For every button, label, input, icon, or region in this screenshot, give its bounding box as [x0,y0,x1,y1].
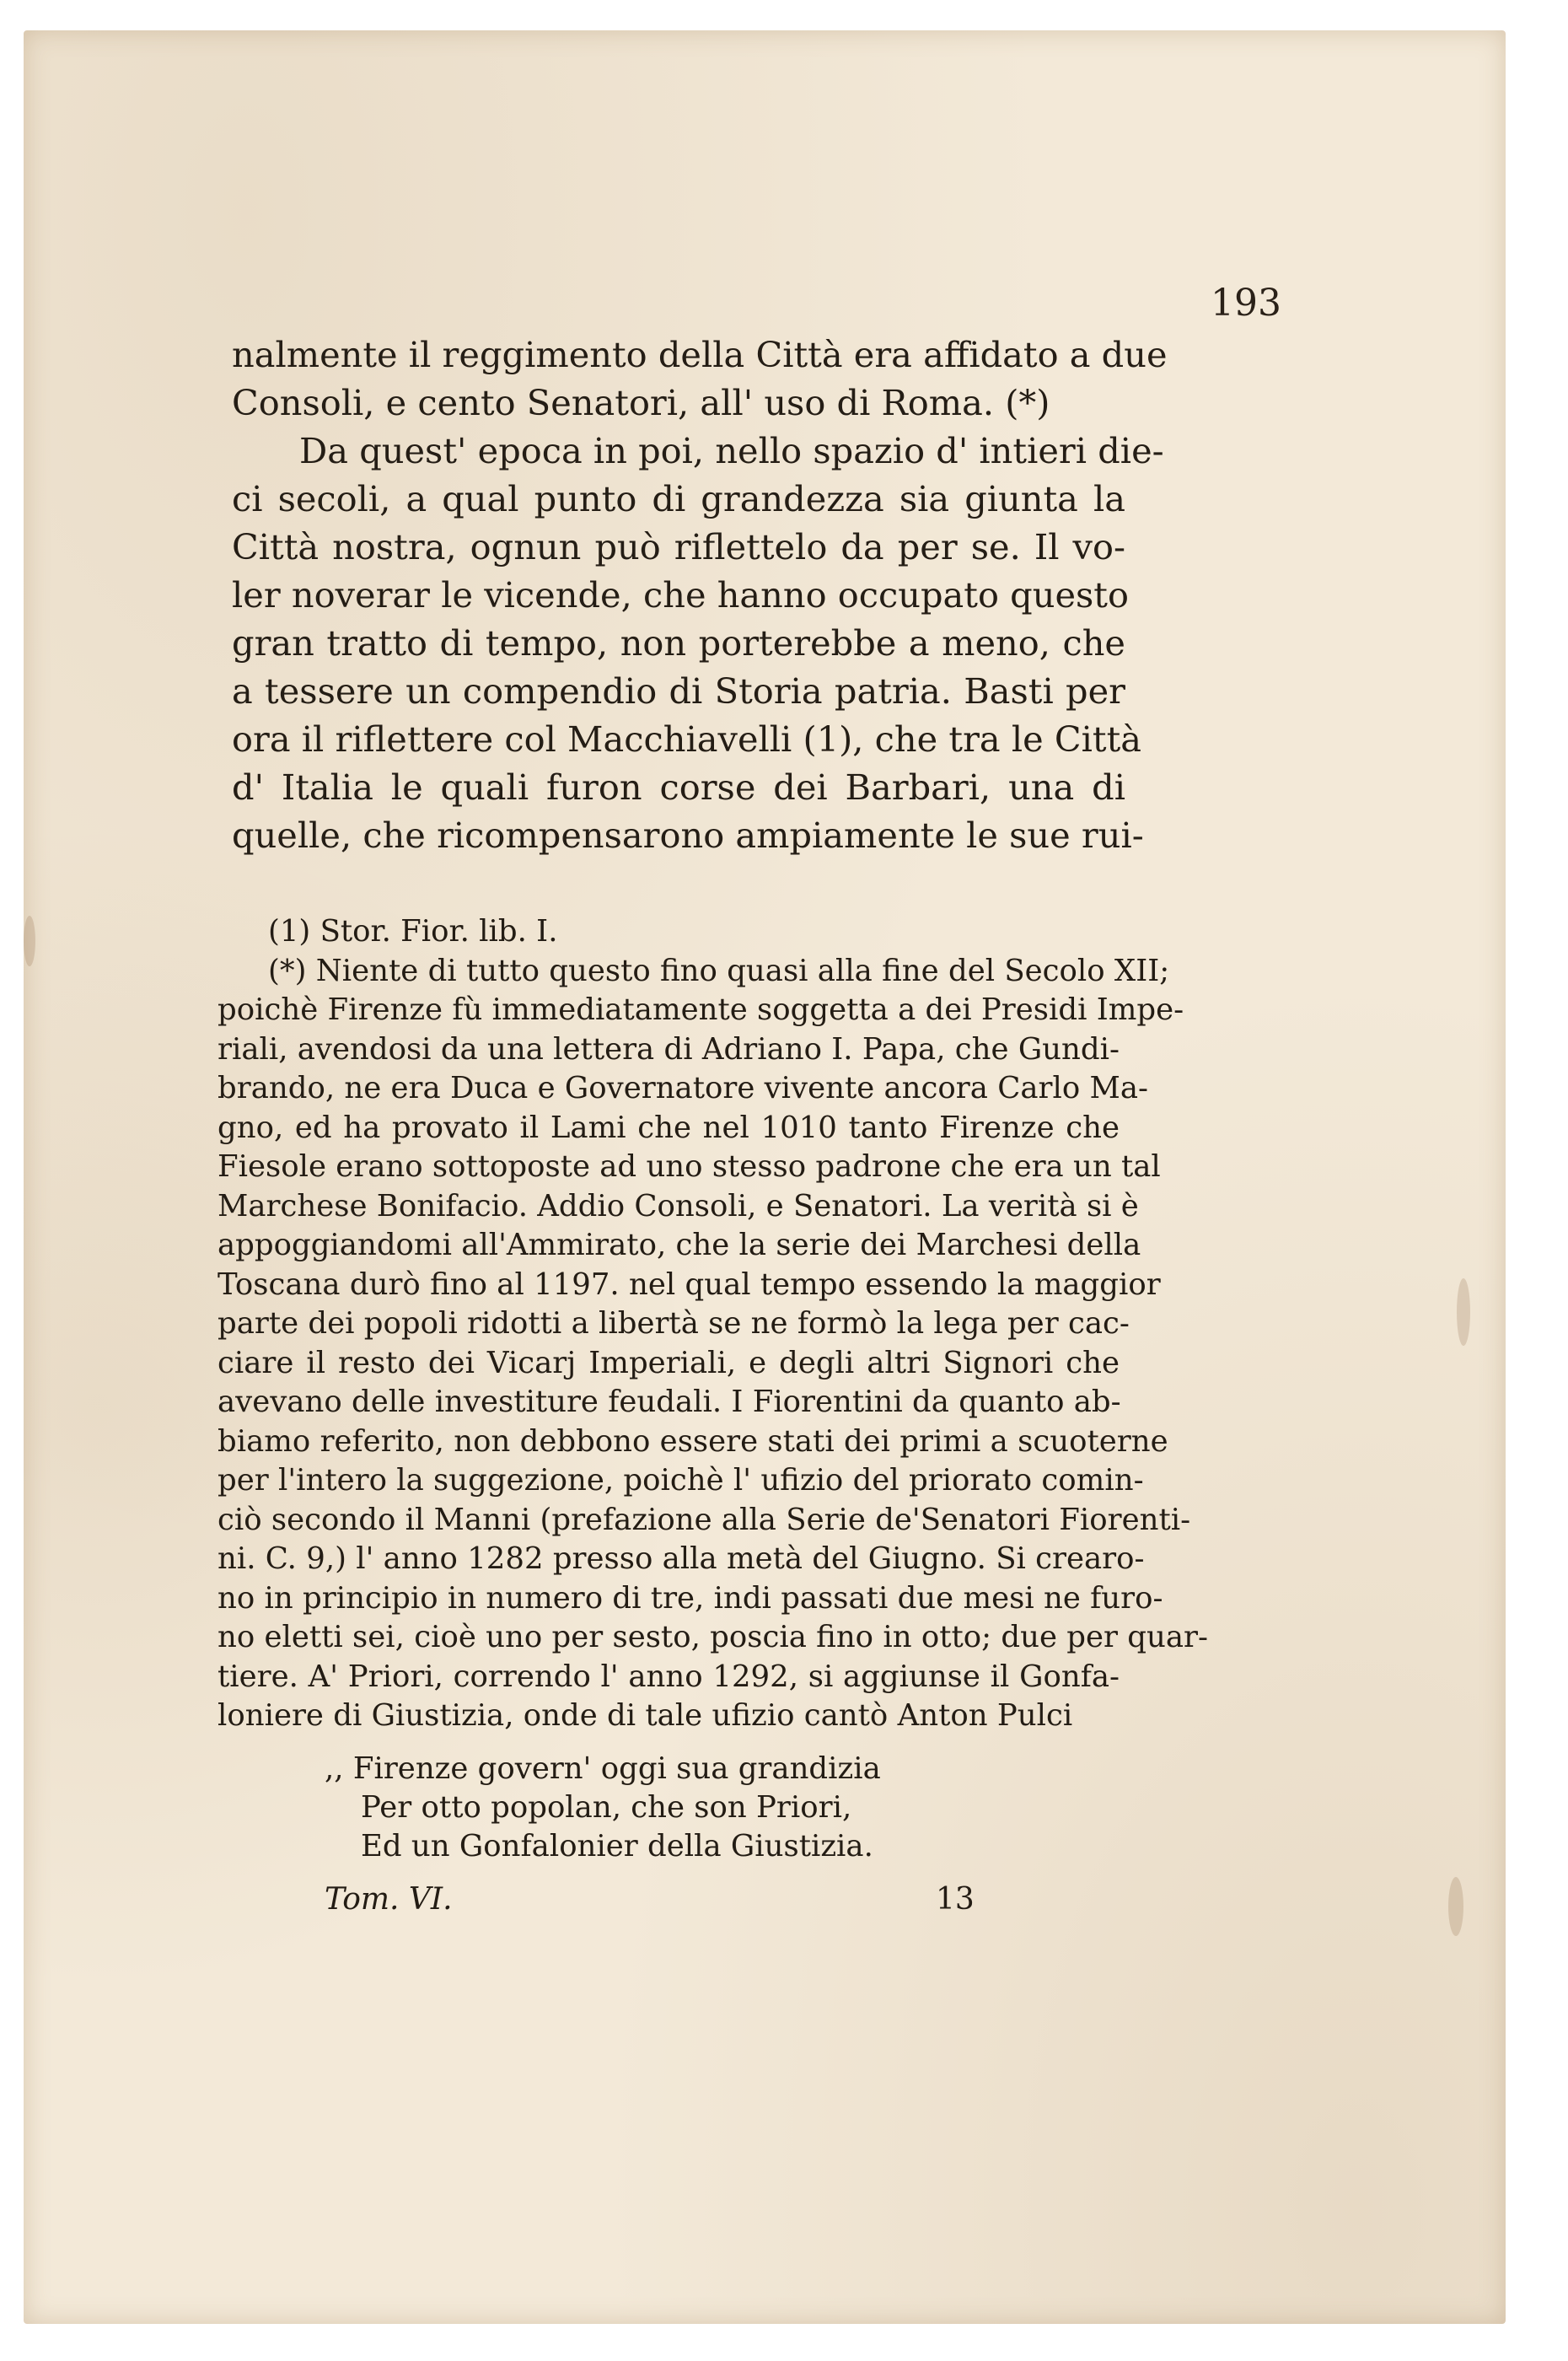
footnote-line: Fiesole erano sottoposte ad uno stesso padrone che era un tal [217,1149,1161,1184]
verse-line: ,, Firenze govern' oggi sua grandizia [325,1751,881,1786]
text-line: gran tratto di tempo, non porterebbe a meno, che [232,622,1125,664]
footnote-line: tiere. A' Priori, correndo l' anno 1292, si aggiunse il Gonfa- [217,1659,1120,1694]
text-line: ler noverar le vicende, che hanno occupato questo [232,574,1129,616]
footnote-line: ni. C. 9,) l' anno 1282 presso alla metà del Giugno. Si crearo- [217,1541,1145,1576]
page-number: 193 [1211,282,1281,325]
footnote-line: per l'intero la suggezione, poichè l' ufizio del priorato comin- [217,1463,1144,1498]
footnote-line: biamo referito, non debbono essere stati dei primi a scuoterne [217,1423,1168,1459]
main-text [232,331,1168,859]
text-line: quelle, che ricompensarono ampiamente le sue rui- [232,815,1144,856]
footnotes [217,912,1208,1736]
footnote-line: ciò secondo il Manni (prefazione alla Serie de'Senatori Fiorenti- [217,1502,1191,1537]
paper-stain [24,916,35,966]
footnote-line: Toscana durò fino al 1197. nel qual tempo essendo la maggior [217,1267,1161,1302]
footnote-line: gno, ed ha provato il Lami che nel 1010 tanto Firenze che [217,1110,1120,1145]
footnote-line: poichè Firenze fù immediatamente soggetta a dei Presidi Impe- [217,992,1184,1027]
footnote-line: brando, ne era Duca e Governatore vivente ancora Carlo Ma- [217,1071,1149,1105]
paper-stain [1457,1278,1470,1346]
text-line: nalmente il reggimento della Città era affidato a due [232,334,1168,375]
footnote-line: no eletti sei, cioè uno per sesto, poscia fino in otto; due per quar- [217,1620,1208,1654]
paper-stain [1448,1877,1463,1936]
text-line: a tessere un compendio di Storia patria. Basti per [232,670,1125,712]
footnote-line: no in principio in numero di tre, indi passati due mesi ne furo- [217,1580,1163,1616]
footnote-line: Marchese Bonifacio. Addio Consoli, e Senatori. La verità si è [217,1188,1139,1224]
text-line: Città nostra, ognun può riflettelo da per se. Il vo- [232,526,1125,567]
footnote-line: riali, avendosi da una lettera di Adriano I. Papa, che Gundi- [217,1031,1120,1067]
footnote-line: avevano delle investiture feudali. I Fiorentini da quanto ab- [217,1385,1121,1419]
footnote-line: appoggiandomi all'Ammirato, che la serie dei Marchesi della [217,1228,1141,1262]
verse-quote [325,1750,915,1866]
footnote-line: (1) Stor. Fior. lib. I. [268,914,558,949]
text-line: d' Italia le quali furon corse dei Barbari, una di [232,766,1125,808]
text-line: Consoli, e cento Senatori, all' uso di Roma. (*) [232,382,1050,423]
footnote-line: (*) Niente di tutto questo fino quasi alla fine del Secolo XII; [268,953,1170,988]
text-line: ora il riflettere col Macchiavelli (1), che tra le Città [232,718,1141,760]
footnote-line: loniere di Giustizia, onde di tale ufizio cantò Anton Pulci [217,1698,1073,1733]
text-line: ci secoli, a qual punto di grandezza sia giunta la [232,478,1125,519]
verse-line: Ed un Gonfalonier della Giustizia. [361,1829,873,1864]
footnote-line: parte dei popoli ridotti a libertà se ne formò la lega per cac- [217,1306,1130,1341]
footnote-line: ciare il resto dei Vicarj Imperiali, e degli altri Signori che [217,1345,1120,1380]
text-line: Da quest' epoca in poi, nello spazio d' intieri die- [299,430,1164,471]
verse-line: Per otto popolan, che son Priori, [361,1790,852,1825]
volume-signature: Tom. VI. [325,1882,453,1917]
gathering-signature: 13 [936,1882,975,1917]
